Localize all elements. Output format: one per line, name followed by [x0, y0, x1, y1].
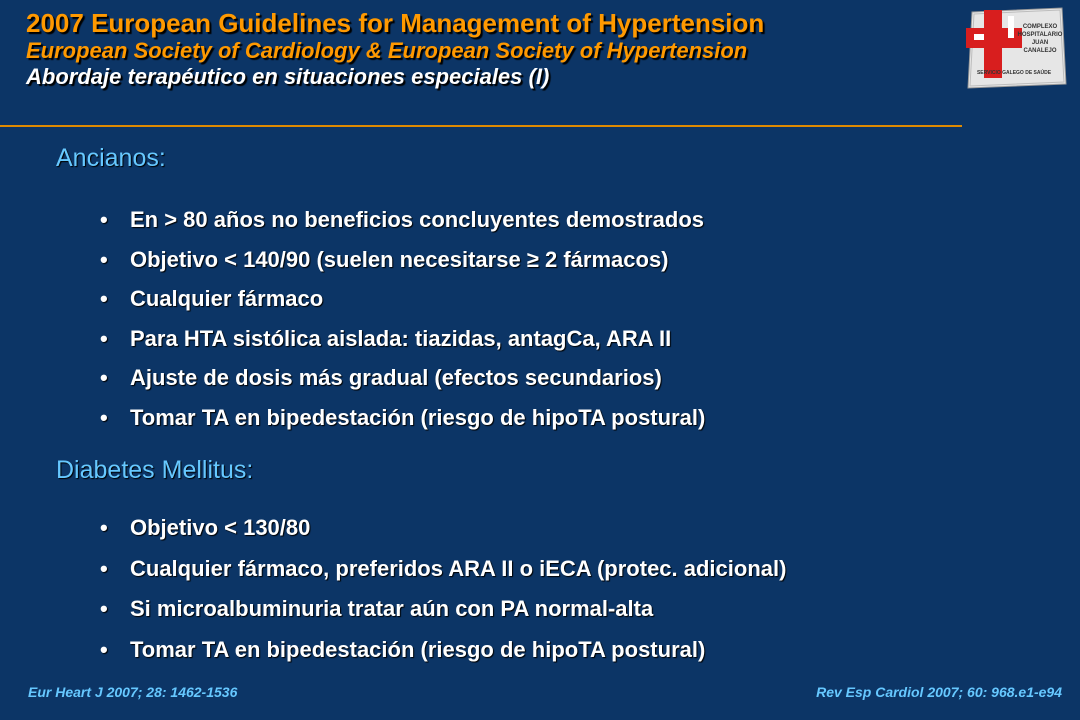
hospital-logo [962, 4, 1070, 90]
diabetes-bullet-list [100, 508, 786, 670]
bullet-item: • En > 80 años no beneficios concluyentes demostrados [100, 200, 705, 240]
bullet-item: • Para HTA sistólica aislada: tiazidas, antagCa, ARA II [100, 319, 705, 359]
bullet-item: • Cualquier fármaco [100, 279, 705, 319]
reference-left: Eur Heart J 2007; 28: 1462-1536 [28, 684, 238, 700]
bullet-item: • Tomar TA en bipedestación (riesgo de hipoTA postural) [100, 398, 705, 438]
ancianos-bullet-list [100, 200, 705, 438]
slide-subtitle: European Society of Cardiology & European Society of Hypertension [26, 38, 748, 63]
bullet-item: • Objetivo < 140/90 (suelen necesitarse ≥ 2 fármacos) [100, 240, 705, 280]
title-divider [0, 125, 962, 127]
section-heading-diabetes: Diabetes Mellitus: [56, 456, 254, 484]
logo-name-line-1: COMPLEXO [1022, 24, 1058, 30]
bullet-item: • Ajuste de dosis más gradual (efectos secundarios) [100, 358, 705, 398]
logo-name-line-4: CANALEJO [1023, 48, 1057, 54]
logo-name-line-2: HOSPITALARIO [1017, 32, 1063, 38]
bullet-item: • Objetivo < 130/80 [100, 508, 786, 549]
bullet-item: • Si microalbuminuria tratar aún con PA normal-alta [100, 589, 786, 630]
logo-footer: SERVICIO GALEGO DE SAÚDE [976, 70, 1052, 76]
bullet-item: • Tomar TA en bipedestación (riesgo de hipoTA postural) [100, 630, 786, 671]
section-heading-ancianos: Ancianos: [56, 144, 166, 172]
reference-right: Rev Esp Cardiol 2007; 60: 968.e1-e94 [816, 684, 1062, 700]
logo-name-line-3: JUAN [1031, 40, 1049, 46]
slide-title: 2007 European Guidelines for Management of Hypertension [26, 8, 765, 38]
bullet-item: • Cualquier fármaco, preferidos ARA II o iECA (protec. adicional) [100, 549, 786, 590]
title-block [26, 8, 946, 90]
slide-section-title: Abordaje terapéutico en situaciones especiales (I) [26, 64, 550, 89]
